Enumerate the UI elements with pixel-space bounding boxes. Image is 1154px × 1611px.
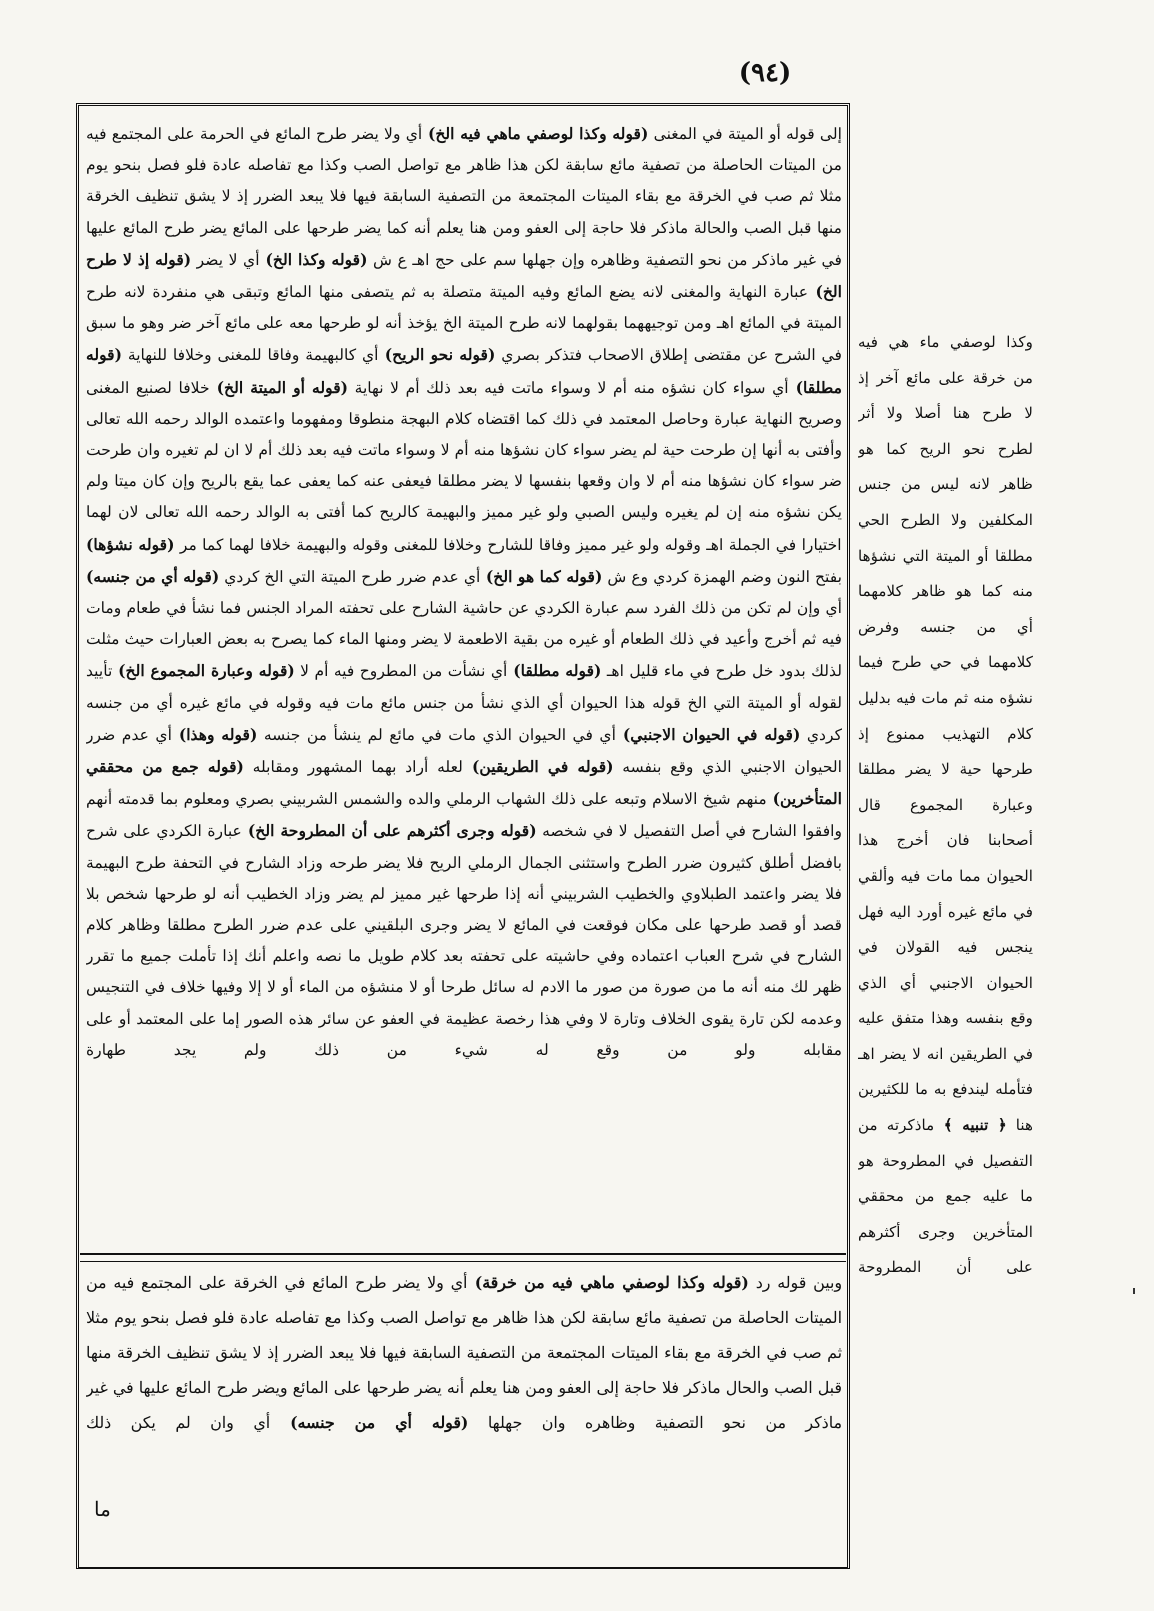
qawluhu-heading: (قوله نشؤها) — [86, 534, 175, 554]
text-segment: أي ولا يضر طرح المائع في الخرقة على المجتمع فيه من الميتات الحاصلة من تصفية مائع سابقة لكن هذا ظاهر مع تواصل الصب وكذا مع تفاصله عادة فلو فصل بنحو يوم مثلا ثم صب في الخرقة مع بقاء الميتات المجتمعة من التصفية السابقة فيها فلا يبعد الضرر إذ لا يشق تنظيف الخرقة منها قبل الصب والحال ماذكر فلا حاجة إلى العفو ومن هنا يعلم أنه يضر طرحها على المائع ويضر طرح المائع عليها في غير ماذكر من نحو التصفية وظاهره وان جهلها — [86, 1273, 842, 1432]
text-segment: أي لا يضر — [191, 250, 260, 269]
qawluhu-heading: (قوله نحو الريح) — [378, 345, 496, 365]
margin-text — [858, 325, 1033, 1365]
text-segment: أي في الحيوان الذي مات في مائع لم ينشأ من جنسه — [257, 725, 616, 744]
tanbih-text: ماذكرته من التفصيل في المطروحة هو ما عليه جمع من محققي المتأخرين وجرى أكثرهم على أن المطروحة — [858, 1116, 1033, 1277]
text-segment: وبين قوله رد — [748, 1273, 842, 1292]
text-segment: أي وإن لم تكن من ذلك الفرد سم عبارة الكردي عن حاشية الشارح على تحفته المراد الجنس فما نشأ في طعام ومات فيه ثم أخرج وأعيد في ذلك الطعام أو غيره من بقية الاطعمة لا يضر ومنها الماء كما يصرح به بعض العبارات حيث مثلت لذلك بدود خل طرح في ماء قليل اهـ — [86, 599, 842, 681]
qawluhu-heading: (قوله جمع من محققي المتأخرين) — [86, 757, 842, 809]
qawluhu-heading: (قوله مطلقا) — [86, 345, 842, 397]
catchword: ما — [94, 1497, 111, 1521]
text-segment: عبارة الكردي على شرح بافضل أطلق كثيرون ضرر الطرح واستثنى الجمال الرملي الريح فلا يضر طرحه وزاد الشارح في التحفة طرح البهيمة فلا يضر واعتمد الطبلاوي والخطيب الشربيني أنه إذا طرحها غير مميز لم يضر وزاد الخطيب أنه لو طرحها شخص بلا قصد أو قصد طرحها على مكان فوقعت في المائع لا يضر وجرى البلقيني على عدم ضرر الطرح مطلقا وظاهر كلام الشارح في شرح العباب اعتماده وفي حاشيته على تحفته بعد كلام طويل ما نصه واعلم أنك إذا تأملت جميع ما تقرر ظهر لك منه أنه ما من صورة من صور ما الادم له سائل طرحا أو لا منشؤه من الماء أو لا إلا وفيها خلاف في التنجيس وعدمه لكن تارة يقوى الخلاف وتارة لا وفي هذا رخصة عظيمة في العفو عن سائر هذه الصور إما على المعتمد أو على مقابله ولو من وقع له شيء من ذلك ولم يجد طهارة — [86, 822, 842, 1059]
qawluhu-heading: (قوله في الحيوان الاجنبي) — [615, 724, 801, 744]
qawluhu-heading: (قوله أي من جنسه) — [86, 566, 220, 586]
text-segment: أي عدم ضرر الحيوان الاجنبي الذي وقع بنفسه — [86, 725, 842, 777]
qawluhu-heading: (قوله أو الميتة الخ) — [209, 377, 349, 397]
top-commentary — [86, 118, 842, 1238]
section-divider — [80, 1253, 846, 1262]
page-number: (٩٤) — [738, 58, 792, 88]
text-segment: أي وان لم يكن ذلك — [86, 1413, 271, 1432]
text-segment: أي سواء كان نشؤه منه أم لا وسواء ماتت فيه بعد ذلك أم لا نهاية — [348, 378, 789, 397]
text-segment: بفتح النون وضم الهمزة كردي وع ش — [602, 567, 842, 586]
text-segment: أي نشأت من المطروح فيه أم لا — [294, 662, 508, 681]
text-segment: منهم شيخ الاسلام وتبعه على ذلك الشهاب الرملي والده والشمس الشربيني بصري ومعلوم بما قدمته أنهم وافقوا الشارح في أصل التفصيل لا في شخصه — [86, 790, 842, 841]
text-segment: إلى قوله أو الميتة في المغنى — [648, 125, 842, 143]
margin-body: وكذا لوصفي ماء هي فيه من خرقة على مائع آخر إذ لا طرح هنا أصلا ولا أثر لطرح نحو الريح كما هو ظاهر لانه ليس من جنس المكلفين ولا الطرح الحي مطلقا أو الميتة التي نشؤها منه كما هو ظاهر كلامهما أي من جنسه وفرض كلامهما في حي طرح فيما نشؤه منه ثم مات فيه بدليل كلام التهذيب ممنوع إذ طرحها حية لا يضر مطلقا وعبارة المجموع قال أصحابنا فان أخرج هذا الحيوان مما مات فيه وألقي في مائع غيره أورد اليه فهل ينجس فيه القولان في الحيوان الاجنبي أي الذي وقع بنفسه وهذا متفق عليه في الطريقين انه لا يضر اهـ فتأمله ليندفع به ما للكثيرين هنا — [858, 333, 1033, 1135]
qawluhu-heading: (قوله وكذا الخ) — [259, 249, 368, 269]
qawluhu-heading: (قوله أي من جنسه) — [270, 1413, 469, 1432]
qawluhu-heading: (قوله وهذا) — [171, 724, 258, 744]
text-segment: أي عدم ضرر طرح الميتة التي الخ كردي — [219, 567, 481, 586]
qawluhu-heading: (قوله وكذا لوصفي ماهي فيه الخ) — [422, 124, 649, 143]
qawluhu-heading: (قوله إذ لا طرح الخ) — [86, 249, 842, 302]
text-segment: تأييد لقوله أو الميتة التي الخ قوله هذا الحيوان أي الذي نشأ من جنس مائع مات فيه وقوله في مائع غيره أي من جنسه كردي — [86, 662, 842, 744]
text-segment: عبارة النهاية والمغنى لانه يضع المائع وفيه الميتة متصلة به ثم يتصفى منها المائع وتبقى هي منفردة لانه طرح الميتة في المائع اهـ ومن توجيههما بقولهما لانه طرح الميتة الخ يؤخذ أنه لو طرحها معه على مائع آخر ضر وهو ما سبق في الشرح عن مقتضى إطلاق الاصحاب فتذكر بصري — [86, 283, 842, 365]
qawluhu-heading: (قوله في الطريقين) — [462, 757, 614, 777]
qawluhu-heading: (قوله مطلقا) — [507, 661, 602, 681]
margin-tick-mark — [1133, 1288, 1135, 1294]
text-segment: أي ولا يضر طرح المائع في الحرمة على المجتمع فيه من الميتات الحاصلة من تصفية مائع سابقة لكن هذا ظاهر مع تواصل الصب وكذا مع تفاصله عادة فلو فصل بنحو يوم مثلا ثم صب في الخرقة مع بقاء الميتات المجتمعة من التصفية السابقة فيها فلا يبعد الضرر إذ لا يشق تنظيف الخرقة منها قبل الصب والحالة ماذكر فلا حاجة إلى العفو ومن هنا يعلم أنه كما يضر طرحها على المائع يضر طرح المائع عليها في غير ماذكر من نحو التصفية وظاهره وإن جهلها سم على حج اهـ ع ش — [86, 125, 842, 269]
qawluhu-heading: (قوله وجرى أكثرهم على أن المطروحة الخ) — [241, 821, 537, 841]
qawluhu-heading: (قوله كما هو الخ) — [480, 566, 603, 586]
tanbih-heading: ﴿ تنبيه ﴾ — [934, 1116, 1007, 1135]
qawluhu-heading: (قوله وكذا لوصفي ماهي فيه من خرقة) — [467, 1273, 749, 1292]
qawluhu-heading: (قوله وعبارة المجموع الخ) — [112, 661, 295, 681]
bottom-commentary — [86, 1265, 842, 1485]
text-segment: لعله أراد بهما المشهور ومقابله — [243, 758, 463, 777]
text-segment: أي كالبهيمة وفاقا للمغنى وخلافا للنهاية — [122, 346, 379, 365]
text-segment: خلافا لصنيع المغنى وصريح النهاية عبارة وحاصل المعتمد في ذلك كما اقتضاه كلام البهجة منطوقا ومفهوما واعتمده الوالد رحمه الله تعالى وأفتى به أنها إن طرحت حية لم يضر سواء كان نشؤها منه أم لا وسواء ماتت فيه بعد ذلك أم لا ان لم تغيره وان طرحت ضر سواء كان نشؤها منه أم لا وان وقعها بنفسها لا يضر مطلقا فيعفى عنه كما يعفى عما يقع بالريح وإن كان ميتا ولم يكن نشؤه منه إن لم يغيره وليس الصبي ولو غير مميز والبهيمة كالريح كما أفتى به الوالد رحمه الله تعالى لان لهما اختيارا في الجملة اهـ وقوله ولو غير مميز وفاقا للشارح وخلافا للمغنى وقوله والبهيمة خلافا لهما كما مر — [86, 378, 842, 554]
